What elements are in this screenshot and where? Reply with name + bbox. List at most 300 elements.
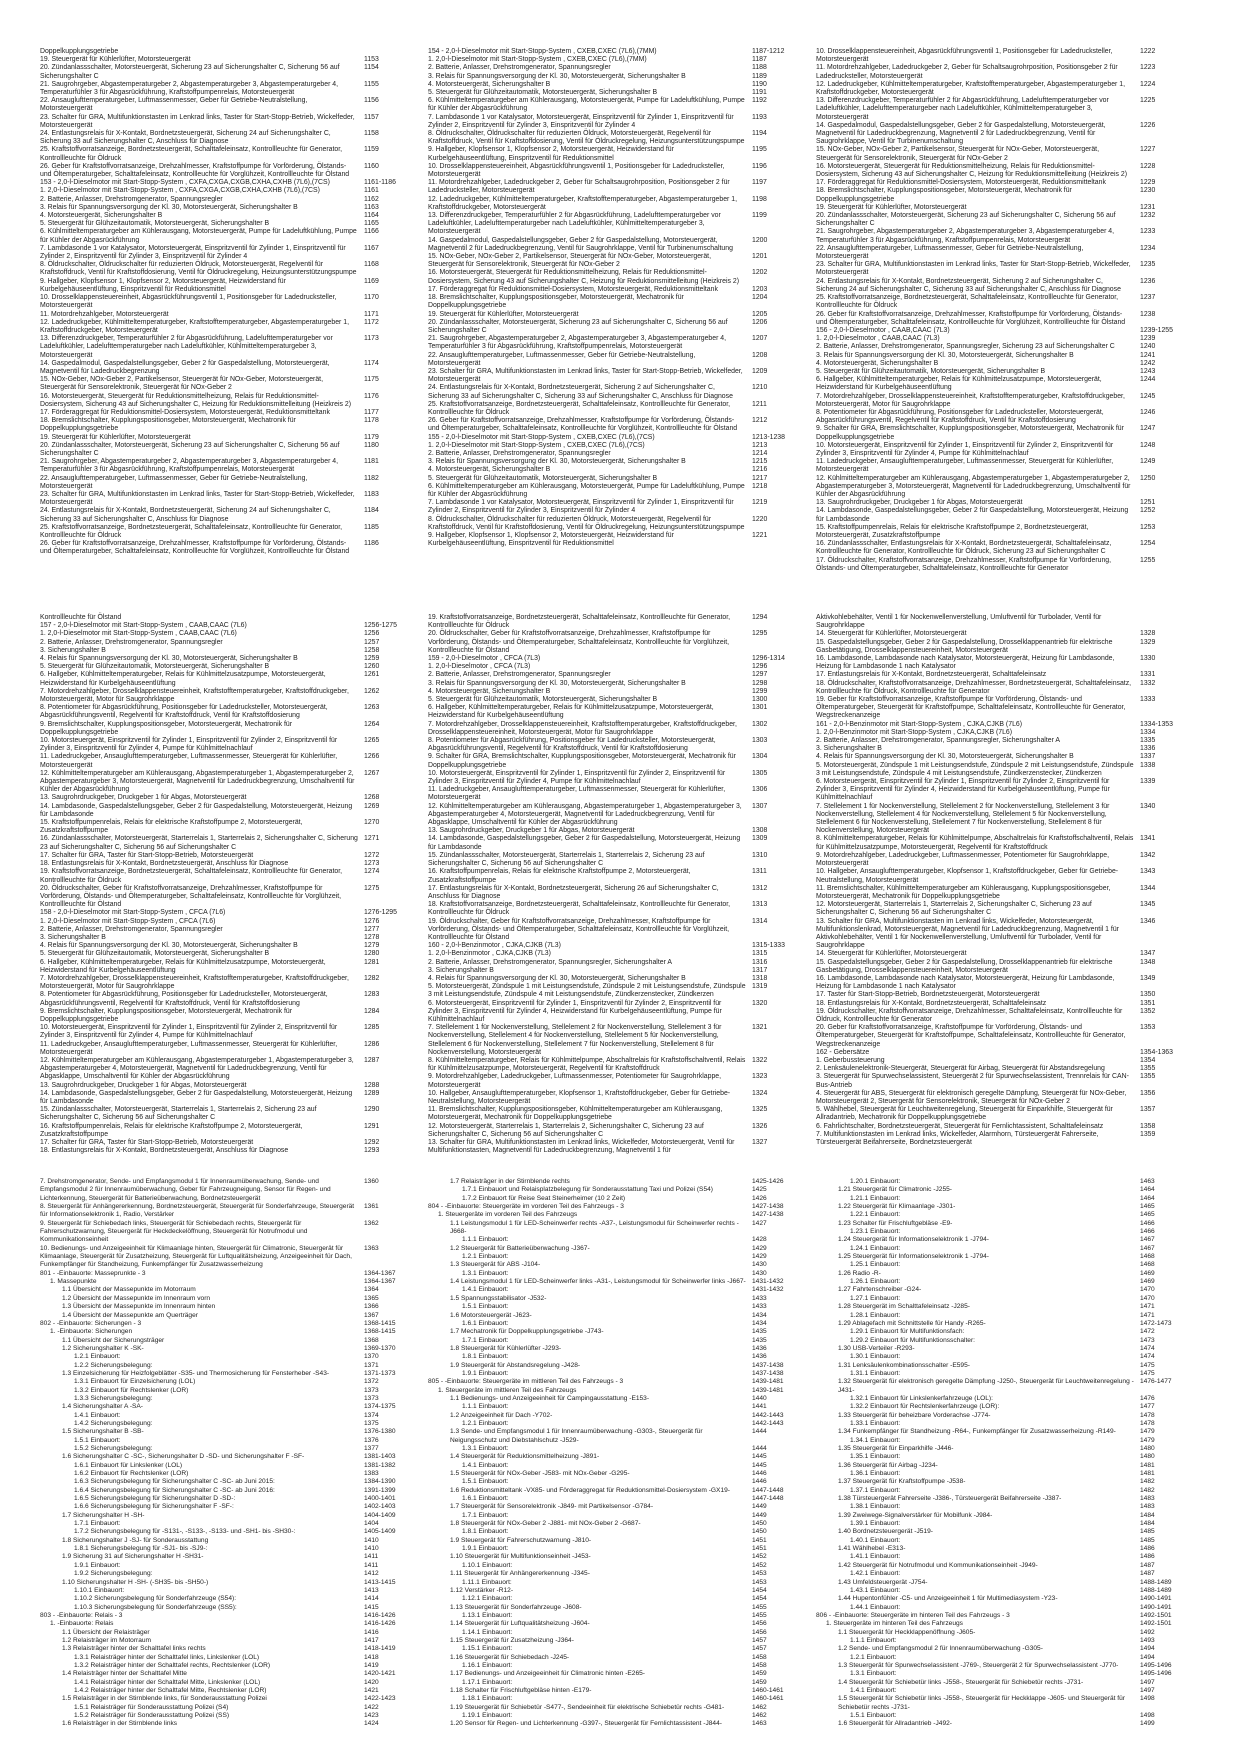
- entry-title: 6. Hallgeber, Kühlmitteltemperaturgeber, Relais für Kühlmittelzusatzpumpe, Motorsteuergerät, Heizwiderstand für Kurbelgehäuseentlüftung: [40, 958, 326, 974]
- entry-page: 1219: [752, 499, 768, 507]
- entry-title: 8. Potentiometer für Abgasrückführung, Positionsgeber für Ladedrucksteller, Motorsteuergerät, Abgasrückführungsventil, Regelventil für Kraftstoffdruck, Ventil für Kraftstoffdosierung: [816, 408, 1104, 425]
- entry-page: 1357: [1140, 1106, 1156, 1114]
- entry-page: 1294: [752, 614, 768, 621]
- index-entry: [816, 1420, 1190, 1428]
- index-entry: [40, 187, 414, 195]
- entry-title: 1.7 Sicherungshalter H -SH-: [62, 1511, 145, 1519]
- entry-title: 1.34.1 Einbauort:: [850, 1436, 901, 1444]
- index-entry: [816, 187, 1190, 203]
- entry-title: 1. Massepunkte: [50, 1278, 97, 1286]
- entry-title: 22. Ansauglufttemperaturgeber, Luftmassenmesser, Geber für Getriebe-Neutralstellung, Motorsteuergerät: [428, 351, 696, 367]
- index-entry: [40, 97, 414, 113]
- index-entry: [40, 417, 414, 433]
- entry-title: 1.11.1 Einbauort:: [462, 1578, 512, 1586]
- entry-page: 1272: [364, 851, 380, 859]
- entry-title: 1.35 Steuergerät für Einparkhilfe -J446-: [838, 1445, 954, 1452]
- entry-page: 1252: [1140, 507, 1156, 515]
- entry-title: 8. Öldruckschalter, Öldruckschalter für reduzierten Öldruck, Motorsteuergerät, Regelventil für Kraftstoffdruck, Ventil für Kraftstoffdosierung, Ventil für Öldruckregelung, Heizungsunterstützungspumpe: [428, 130, 745, 146]
- entry-title: 804 - -Einbauorte: Steuergeräte im vorderen Teil des Fahrzeugs - 3: [428, 1203, 624, 1211]
- index-column: [816, 614, 1190, 1146]
- entry-page: 1487: [1140, 1561, 1155, 1569]
- entry-title: 19. Öldruckschalter, Geber für Kraftstoffvorratsanzeige, Drehzahlmesser, Kraftstoffpumpe für Vorförderung, Ölstands- und Öltemperaturgeber, Schalttafeleinsatz, Kontrollleuchte für Vorglühzeit, Kontrollleuchte für Ölstand: [428, 917, 730, 941]
- entry-page: 1285: [364, 1024, 380, 1032]
- entry-page: 1170: [364, 294, 379, 302]
- entry-title: 1.1 Übersicht der Relaisträger: [62, 1628, 150, 1636]
- entry-title: 161 - 2,0-l-Benzinmotor mit Start-Stopp-System , CJKA,CJKB (7L6): [816, 720, 1023, 728]
- entry-title: 156 - 2,0-l-Dieselmotor , CAAB,CAAC (7L3): [816, 326, 950, 334]
- index-entry: [816, 1437, 1190, 1445]
- entry-title: 1.24 Steuergerät für Informationselektronik 1 -J794-: [838, 1236, 990, 1244]
- index-entry: [428, 458, 802, 466]
- entry-title: 3. Relais für Spannungsversorgung der Kl. 30, Motorsteuergerät, Sicherungshalter B: [428, 72, 686, 80]
- index-entry: [816, 1203, 1190, 1211]
- index-column: [40, 48, 414, 556]
- entry-title: 155 - 2,0-l-Dieselmotor mit Start-Stopp-System , CXEB,CXEC (7L6),(7CS): [428, 433, 655, 441]
- entry-title: 8. Kühlmitteltemperaturgeber, Relais für Kühlmittelpumpe, Abschaltrelais für Kraftstoffschaltventil, Relais für Kühlmittelzusatzpumpe, Motorsteuergerät, Regelventil für Kraftstoffdruck: [816, 835, 1134, 851]
- index-block-3: [40, 1178, 1190, 1744]
- index-entry: [40, 1220, 414, 1245]
- entry-page: 1463: [752, 1720, 767, 1728]
- index-entry: [428, 1512, 802, 1520]
- index-entry: [40, 1345, 414, 1353]
- entry-page: 1410: [364, 1536, 379, 1544]
- entry-page: 1375: [364, 1419, 379, 1427]
- entry-page: 1352: [1140, 1007, 1156, 1015]
- entry-title: 1.3 Übersicht der Massepunkte im Innenraum hinten: [62, 1303, 216, 1311]
- entry-page: 1475: [1140, 1361, 1155, 1369]
- index-entry: [428, 516, 802, 532]
- index-entry: [816, 1131, 1190, 1147]
- entry-page: 1242: [1140, 359, 1156, 367]
- entry-page: 1281: [364, 958, 380, 966]
- entry-page: 1192: [752, 97, 767, 105]
- index-column: [428, 48, 802, 548]
- index-entry: [428, 885, 802, 901]
- entry-page: 1373: [364, 1386, 379, 1394]
- entry-title: 1.39.1 Einbauort:: [850, 1520, 901, 1528]
- index-entry: [816, 1612, 1190, 1620]
- index-entry: [40, 1629, 414, 1637]
- entry-page: 1228: [1140, 162, 1156, 170]
- entry-title: 1.4.1 Einbauort:: [850, 1686, 897, 1694]
- entry-page: 1177: [364, 408, 379, 416]
- entry-page: 1400-1401: [364, 1495, 396, 1503]
- entry-page: 1296-1314: [752, 655, 785, 663]
- index-entry: [428, 1278, 802, 1286]
- entry-title: 1.41 Wählhebel -E313-: [838, 1545, 906, 1553]
- entry-page: 1292: [364, 1139, 380, 1146]
- entry-page: 1482: [1140, 1478, 1155, 1486]
- entry-title: 1.5.2 Sicherungsbelegung:: [74, 1445, 153, 1452]
- entry-title: 6. Motorsteuergerät, Einspritzventil für Zylinder 1, Einspritzventil für Zylinder 2, Einspritzventil für Zylinder 3, Einspritzventil für Zylinder 4, Heizwiderstand für Kurbelgehäuseentlüftung, Pumpe für Kühlmittelnachlauf: [428, 999, 722, 1023]
- index-entry: [428, 1178, 802, 1186]
- index-entry: [428, 1195, 802, 1203]
- entry-page: 1384-1390: [364, 1478, 396, 1486]
- index-entry: [428, 253, 802, 269]
- entry-title: 5. Steuergerät für Glühzeitautomatik, Motorsteuergerät, Sicherungshalter B: [428, 696, 658, 704]
- entry-page: 1312: [752, 884, 768, 892]
- entry-page: 1171: [364, 310, 379, 318]
- entry-title: 4. Motorsteuergerät, Sicherungshalter B: [40, 212, 163, 220]
- entry-title: 1.3.1 Einbauort für Einzelsicherung (LOL): [74, 1378, 196, 1386]
- entry-title: 1.6.1 Einbauort:: [462, 1495, 509, 1503]
- entry-title: 16. Lambdasonde, Lambdasonde nach Katalysator, Motorsteuergerät, Heizung für Lambdasonde, Heizung für Lambdasonde 1 nach Katalysator: [816, 974, 1115, 991]
- entry-title: 1.44.1 Einbauort:: [850, 1603, 901, 1611]
- entry-page: 1469: [1140, 1278, 1155, 1286]
- entry-title: 1.5 Sicherungshalter B -SB-: [62, 1428, 144, 1436]
- entry-title: 1.6.1 Einbauort für Linkslenker (LOL): [74, 1461, 183, 1469]
- entry-title: 1.5 Relaisträger in der Stirnblende links, für Sonderausstattung Polizei: [62, 1695, 267, 1703]
- index-entry: [816, 1487, 1190, 1495]
- entry-title: 6. Hallgeber, Kühlmitteltemperaturgeber, Relais für Kühlmittelzusatzpumpe, Motorsteuergerät, Heizwiderstand für Kurbelgehäuseentlüftung: [428, 704, 714, 720]
- entry-title: 1.3.1 Einbauort:: [850, 1670, 897, 1678]
- entry-page: 1417: [364, 1636, 379, 1644]
- entry-page: 1328: [1140, 630, 1156, 638]
- index-entry: [816, 1353, 1190, 1361]
- entry-title: 8. Potentiometer für Abgasrückführung, Positionsgeber für Ladedrucksteller, Motorsteuergerät, Abgasrückführungsventil, Regelventil für Kraftstoffdruck, Ventil für Kraftstoffdosierung: [428, 737, 716, 753]
- index-entry: [816, 639, 1190, 655]
- entry-title: 1.39 Zweiwege-Signalverstärker für Mobilfunk -J984-: [838, 1511, 993, 1519]
- entry-page: 1411: [364, 1553, 379, 1561]
- entry-page: 1276-1295: [364, 909, 397, 917]
- index-entry: [816, 122, 1190, 147]
- entry-title: 1.22.1 Einbauort:: [850, 1211, 901, 1219]
- entry-title: 9. Motordrehzahlgeber, Ladedruckgeber, Luftmassenmesser, Potentiometer für Saugrohrklappe, Motorsteuergerät: [428, 1073, 722, 1089]
- index-entry: [40, 1328, 414, 1336]
- entry-page: 1376-1380: [364, 1428, 396, 1436]
- entry-title: 19. Kraftstoffvorratsanzeige, Bordnetzsteuergerät, Schalttafeleinsatz, Kontrollleuchte für Generator, Kontrollleuchte für Öldruck: [428, 614, 731, 630]
- index-entry: [428, 417, 802, 433]
- entry-title: 25. Kraftstoffvorratsanzeige, Bordnetzsteuergerät, Schalttafeleinsatz, Kontrollleuchte für Generator, Kontrollleuchte für Öldruck: [428, 400, 731, 416]
- index-entry: [428, 237, 802, 253]
- entry-page: 1490-1491: [1140, 1595, 1172, 1603]
- entry-page: 1492-1501: [1140, 1620, 1172, 1628]
- entry-page: 1368-1415: [364, 1319, 396, 1327]
- entry-title: 5. Steuergerät für Glühzeitautomatik, Motorsteuergerät, Sicherungshalter B: [428, 474, 658, 482]
- index-entry: [40, 360, 414, 376]
- index-entry: [428, 786, 802, 802]
- entry-title: 1.14 Steuergerät für Luftqualitätsheizung -J604-: [450, 1620, 590, 1628]
- entry-page: 1195: [752, 146, 767, 154]
- entry-page: 1308: [752, 827, 768, 835]
- entry-title: 14. Lambdasonde, Gaspedalstellungsgeber, Geber 2 für Gaspedalstellung, Motorsteuergerät, Heizung für Lambdasonde: [40, 802, 353, 818]
- index-entry: [40, 934, 414, 942]
- entry-title: 21. Saugrohrgeber, Abgastemperaturgeber 2, Abgastemperaturgeber 3, Abgastemperaturgeber 4, Temperaturfühler 3 für Abgasrückführung, Kraftstoffpumpenrelais, Motorsteuergerät: [428, 335, 727, 351]
- entry-page: 1492-1501: [1140, 1611, 1172, 1619]
- index-entry: [40, 376, 414, 392]
- index-entry: [40, 1082, 414, 1090]
- entry-page: 1466: [1140, 1228, 1155, 1236]
- index-entry: [816, 1328, 1190, 1336]
- index-entry: [40, 1478, 414, 1486]
- entry-page: 1278: [364, 933, 380, 941]
- index-entry: [40, 409, 414, 417]
- index-entry: [428, 983, 802, 999]
- index-entry: [428, 532, 802, 548]
- entry-page: 1474: [1140, 1344, 1155, 1352]
- entry-title: 1.4.1 Einbauort:: [74, 1411, 121, 1419]
- entry-title: 1.32.2 Einbauort für Rechtslenkerfahrzeuge (LOR):: [850, 1403, 1000, 1411]
- index-entry: [816, 1428, 1190, 1436]
- entry-title: 11. Motordrehzahlgeber, Ladedruckgeber 2, Geber für Schaltsaugrohrposition, Positionsgeber 2 für Ladedrucksteller, Motorsteuergerät: [816, 64, 1118, 80]
- index-entry: [428, 1245, 802, 1253]
- entry-title: 1.8.1 Sicherungsbelegung für -SJ1- bis -SJ9-:: [74, 1545, 208, 1553]
- entry-title: 1.3.1 Einbauort:: [462, 1269, 509, 1277]
- entry-page: 1345: [1140, 901, 1156, 909]
- entry-title: 1.26 Radio -R-: [838, 1269, 881, 1277]
- entry-title: 1.30.1 Einbauort:: [850, 1353, 901, 1361]
- index-entry: [428, 1073, 802, 1089]
- index-entry: [40, 1147, 414, 1155]
- entry-title: 1.6.3 Sicherungsbelegung für Sicherungshalter C -SC- ab Juni 2015:: [74, 1478, 275, 1486]
- entry-page: 1363: [364, 1244, 379, 1252]
- entry-page: 1350: [1140, 991, 1156, 999]
- entry-title: 7. Lambdasonde 1 vor Katalysator, Motorsteuergerät, Einspritzventil für Zylinder 1, Einspritzventil für Zylinder 2, Einspritzventil für Zylinder 3, Einspritzventil für Zylinder 4: [40, 244, 346, 261]
- entry-page: 1498: [1140, 1695, 1155, 1703]
- entry-page: 1413-1415: [364, 1578, 396, 1586]
- entry-page: 1342: [1140, 851, 1156, 859]
- entry-page: 1479: [1140, 1436, 1155, 1444]
- entry-page: 1320: [752, 999, 768, 1007]
- index-entry: [40, 1470, 414, 1478]
- index-entry: [816, 1320, 1190, 1328]
- index-entry: [816, 507, 1190, 523]
- entry-title: 6. Kühlmitteltemperaturgeber am Kühlerausgang, Motorsteuergerät, Pumpe für Ladeluftkühlung, Pumpe für Kühler der Abgasrückführung: [40, 228, 357, 244]
- entry-title: 1.5.1 Einbauort:: [462, 1478, 509, 1486]
- entry-page: 1206: [752, 318, 768, 326]
- index-entry: [40, 909, 414, 917]
- entry-page: 1343: [1140, 868, 1156, 876]
- index-entry: [816, 1470, 1190, 1478]
- entry-page: 1283: [364, 991, 380, 999]
- index-entry: [816, 1286, 1190, 1294]
- index-entry: [816, 393, 1190, 409]
- index-entry: [816, 975, 1190, 991]
- entry-title: 1.3.2 Relaisträger hinter der Schalttafel rechts, Rechtslenker (LOR): [74, 1661, 271, 1669]
- index-entry: [816, 278, 1190, 294]
- index-entry: [428, 1057, 802, 1073]
- entry-page: 1458: [752, 1661, 767, 1669]
- entry-title: 7. Stellelement 1 für Nockenverstellung, Stellelement 2 für Nockenverstellung, Stellelement 3 für Nockenverstellung, Stellelement 4 für Nockenverstellung, Stellelement 5 für Nockenverstellung, Stellelement 6 für Nockenverstellung, Stellelement 7 für Nockenverstellung, Stellelement 8 für Nockenverstellung, Motorsteuergerät: [816, 802, 1110, 835]
- index-entry: [40, 1670, 414, 1678]
- index-entry: [428, 1337, 802, 1345]
- index-entry: [40, 1370, 414, 1378]
- entry-title: 12. Kühlmitteltemperaturgeber am Kühlerausgang, Abgastemperaturgeber 1, Abgastemperaturgeber 3, Abgastemperaturgeber 4, Motorsteuergerät, Magnetventil für Ladedruckbegrenzung, Ventil für Abgasklappe, Umschaltventil für Kühler der Abgasrückführung: [40, 1056, 354, 1081]
- entry-page: 1282: [364, 974, 380, 982]
- entry-title: 8. Öldruckschalter, Öldruckschalter für reduzierten Öldruck, Motorsteuergerät, Regelventil für Kraftstoffdruck, Ventil für Kraftstoffdosierung, Ventil für Öldruckregelung, Heizungsunterstützungspumpe: [40, 261, 357, 277]
- index-entry: [816, 1278, 1190, 1286]
- entry-title: 1.44 Hupentonfühler -C5- und Anzeigeeinheit 1 für Multimediasystem -Y23-: [838, 1595, 1058, 1603]
- entry-title: 20. Geber für Kraftstoffvorratsanzeige, Kraftstoffpumpe für Vorförderung, Ölstands- und Öltemperaturgeber, Steuergerät für Kraftstoffpumpe, Schalttafeleinsatz, Kontrollleuchte für Generator, Wegstreckenanzeige: [816, 1024, 1126, 1048]
- entry-page: 1413: [364, 1586, 379, 1594]
- index-entry: [428, 352, 802, 368]
- entry-page: 1420-1421: [364, 1670, 396, 1678]
- entry-title: 22. Ansauglufttemperaturgeber, Luftmassenmesser, Geber für Getriebe-Neutralstellung, Motorsteuergerät: [40, 97, 308, 113]
- entry-page: 1435: [752, 1336, 767, 1344]
- index-entry: [40, 335, 414, 360]
- entry-title: 1.42 Steuergerät für Notrufmodul und Kommunikationseinheit -J949-: [838, 1561, 1038, 1569]
- entry-page: 1360: [364, 1178, 379, 1185]
- entry-title: 1.30 USB-Verteiler -R293-: [838, 1344, 915, 1352]
- index-entry: [428, 1353, 802, 1361]
- index-entry: [40, 1503, 414, 1511]
- entry-title: 1. -Einbauorte: Relais: [50, 1620, 114, 1628]
- entry-title: 7. Multifunktionstasten im Lenkrad links, Wickelfeder, Alarmhorn, Türsteuergerät Fahrerseite, Türsteuergerät Beifahrerseite, Bordnetzsteuergerät: [816, 1130, 1099, 1146]
- entry-page: 1331: [1140, 671, 1156, 679]
- index-entry: [40, 1320, 414, 1328]
- entry-page: 1259: [364, 655, 380, 663]
- entry-title: 10. Drosselklappensteuereinheit, Abgasrückführungsventil 1, Positionsgeber für Ladedrucksteller, Motorsteuergerät: [816, 48, 1113, 64]
- entry-page: 1301: [752, 704, 768, 712]
- entry-page: 1464: [1140, 1186, 1155, 1194]
- entry-title: 1.6.4 Sicherungsbelegung für Sicherungshalter C -SC- ab Juni 2016:: [74, 1486, 275, 1494]
- index-entry: [40, 1453, 414, 1461]
- entry-title: 9. Bremslichtschalter, Kupplungspositionsgeber, Motorsteuergerät, Mechatronik für Doppelkupplungsgetriebe: [40, 720, 293, 736]
- index-entry: [428, 1312, 802, 1320]
- index-entry: [428, 1328, 802, 1336]
- entry-page: 1290: [364, 1106, 380, 1114]
- entry-page: 1209: [752, 367, 768, 375]
- entry-title: 11. Ladedruckgeber, Ansauglufttemperaturgeber, Luftmassenmesser, Steuergerät für Kühlerlüfter, Motorsteuergerät: [428, 786, 726, 802]
- entry-title: 9. Hallgeber, Klopfsensor 1, Klopfsensor 2, Motorsteuergerät, Heizwiderstand für Kurbelgehäuseentlüftung, Einspritzventil für Reduktionsmittel: [428, 146, 674, 162]
- index-entry: [40, 885, 414, 910]
- index-entry: [816, 1695, 1190, 1712]
- index-entry: [40, 1595, 414, 1603]
- index-entry: [40, 647, 414, 655]
- index-entry: [40, 1403, 414, 1411]
- index-entry: [40, 1612, 414, 1620]
- entry-page: 1236: [1140, 277, 1156, 285]
- entry-title: 2. Batterie, Anlasser, Drehstromgenerator, Spannungsregler, Sicherung 23 auf Sicherungshalter C: [816, 343, 1115, 351]
- index-entry: [428, 1595, 802, 1603]
- index-entry: [40, 950, 414, 958]
- entry-page: 1346: [1140, 917, 1156, 925]
- index-entry: [40, 1579, 414, 1587]
- index-entry: [40, 926, 414, 934]
- entry-page: 1250: [1140, 474, 1156, 482]
- index-entry: [40, 1545, 414, 1553]
- index-entry: [816, 179, 1190, 187]
- entry-page: 1404-1409: [364, 1511, 396, 1519]
- entry-page: 1459: [752, 1670, 767, 1678]
- entry-title: 1.4.1 Relaisträger hinter der Schalttafel Mitte, Linkslenker (LOL): [74, 1678, 261, 1686]
- entry-page: 1474: [1140, 1353, 1155, 1361]
- index-entry: [816, 1412, 1190, 1420]
- entry-title: 1. 2,0-l-Benzinmotor , CJKA,CJKB (7L3): [428, 950, 551, 958]
- entry-title: 17. Förderaggregat für Reduktionsmittel-Dosiersystem, Motorsteuergerät, Reduktionsmitteltank: [40, 408, 330, 416]
- index-entry: [428, 753, 802, 769]
- entry-title: 1.6 Steuergerät für Allradantrieb -J492-: [838, 1720, 952, 1728]
- entry-page: 1169: [364, 277, 379, 285]
- entry-title: 1.4 Steuergerät für Reduktionsmittelheizung -J891-: [450, 1453, 600, 1461]
- entry-page: 1439-1481: [752, 1386, 784, 1394]
- entry-page: 1269: [364, 802, 380, 810]
- entry-title: 1.5.1 Einbauort:: [74, 1436, 121, 1444]
- entry-title: 1. Steuergeräte im mittleren Teil des Fahrzeugs: [438, 1386, 577, 1394]
- index-entry: [428, 959, 802, 967]
- entry-title: 24. Entlastungsrelais für X-Kontakt, Bordnetzsteuergerät, Sicherung 24 auf Sicherungshalter C, Sicherung 33 auf Sicherungshalter C, Anschluss für Diagnose: [40, 130, 331, 146]
- entry-title: 5. Steuergerät für Glühzeitautomatik, Motorsteuergerät, Sicherungshalter B: [40, 663, 270, 671]
- index-entry: [816, 852, 1190, 868]
- entry-title: 1.2.1 Einbauort:: [462, 1419, 509, 1427]
- entry-page: 1488-1489: [1140, 1578, 1172, 1586]
- entry-page: 1427-1438: [752, 1203, 784, 1211]
- index-entry: [428, 1487, 802, 1495]
- entry-page: 1494: [1140, 1653, 1155, 1661]
- entry-page: 1193: [752, 113, 767, 121]
- entry-page: 1368-1415: [364, 1328, 396, 1336]
- index-entry: [40, 819, 414, 835]
- entry-title: 1.4 Übersicht der Massepunkte am Querträger: [62, 1311, 198, 1319]
- entry-title: 1.6.6 Sicherungsbelegung für Sicherungshalter F -SF-:: [74, 1503, 234, 1511]
- index-entry: [428, 311, 802, 319]
- index-entry: [816, 1528, 1190, 1536]
- entry-title: 1.5 Steuergerät für Schiebetür links -J558-, Steuergerät für Heckklappe -J605- und Steuergerät für Schiebetür rechts -J731-: [838, 1695, 1125, 1711]
- index-entry: [816, 1712, 1190, 1720]
- index-entry: [816, 475, 1190, 500]
- entry-title: 6. Motorsteuergerät, Einspritzventil für Zylinder 1, Einspritzventil für Zylinder 2, Einspritzventil für Zylinder 3, Einspritzventil für Zylinder 4, Heizwiderstand für Kurbelgehäuseentlüftung, Pumpe für Kühlmittelnachlauf: [816, 778, 1110, 802]
- index-entry: [40, 146, 414, 162]
- entry-page: 1476: [1140, 1394, 1155, 1402]
- entry-page: 1355: [1140, 1073, 1156, 1081]
- entry-title: 1.2 Sicherungshalter K -SK-: [62, 1344, 144, 1352]
- entry-page: 1182: [364, 474, 379, 482]
- index-entry: [816, 1545, 1190, 1553]
- index-entry: [428, 704, 802, 720]
- entry-title: 2. Batterie, Anlasser, Drehstromgenerator, Spannungsregler: [40, 638, 223, 646]
- entry-page: 1452: [752, 1561, 767, 1569]
- entry-page: 1436: [752, 1344, 767, 1352]
- index-entry: [816, 245, 1190, 261]
- index-entry: [428, 384, 802, 400]
- entry-title: 18. Entlastungsrelais für X-Kontakt, Bordnetzsteuergerät, Anschluss für Diagnose: [40, 860, 289, 868]
- index-entry: [816, 294, 1190, 310]
- entry-page: 1311: [752, 868, 767, 876]
- index-entry: [428, 1123, 802, 1139]
- entry-title: 19. Öldruckschalter, Kraftstoffvorratsanzeige, Drehzahlmesser, Schalttafeleinsatz, Kontrollleuchte für Öldruck, Kontrollleuchte für Generator: [816, 1007, 1123, 1023]
- index-entry: [816, 1720, 1190, 1728]
- entry-title: 2. Batterie, Anlasser, Drehstromgenerator, Spannungsregler: [428, 64, 611, 72]
- entry-page: 1162: [364, 195, 379, 203]
- entry-page: 1239-1255: [1140, 326, 1173, 334]
- index-entry: [428, 975, 802, 983]
- index-entry: [428, 721, 802, 737]
- entry-page: 1391-1399: [364, 1486, 396, 1494]
- index-entry: [40, 1123, 414, 1139]
- index-entry: [816, 1295, 1190, 1303]
- entry-title: 1.33.1 Einbauort:: [850, 1419, 901, 1427]
- entry-title: 10. Hallgeber, Ansauglufttemperaturgeber, Klopfsensor 1, Kraftstoffdruckgeber, Geber für Getriebe-Neutralstellung, Motorsteuergerät: [428, 1089, 731, 1105]
- entry-title: 1.5.2 Relaisträger für Sonderausstattung Polizei (SS): [74, 1712, 230, 1719]
- entry-title: 1.14.1 Einbauort:: [462, 1628, 513, 1636]
- entry-title: 1.4.2 Sicherungsbelegung:: [74, 1419, 153, 1427]
- index-entry: [816, 1008, 1190, 1024]
- entry-title: 14. Lambdasonde, Gaspedalstellungsgeber, Geber 2 für Gaspedalstellung, Motorsteuergerät, Heizung für Lambdasonde: [816, 507, 1129, 523]
- entry-page: 1166: [364, 228, 379, 236]
- entry-page: 1477: [1140, 1403, 1155, 1411]
- entry-page: 1227: [1140, 146, 1156, 154]
- entry-page: 1288: [364, 1081, 380, 1089]
- entry-title: 1.15.1 Einbauort:: [462, 1645, 513, 1653]
- index-entry: [428, 89, 802, 97]
- entry-page: 1449: [752, 1511, 767, 1519]
- entry-page: 1354: [1140, 1056, 1156, 1064]
- entry-title: 13. Schalter für GRA, Multifunktionstasten im Lenkrad links, Wickelfeder, Motorsteuergerät, Ventil für Multifunktionstasten, Magnetventil für Ladedruckbegrenzung, Magnetventil 1 für: [428, 1139, 735, 1155]
- index-entry: [40, 1562, 414, 1570]
- entry-title: 10. Motorsteuergerät, Einspritzventil für Zylinder 1, Einspritzventil für Zylinder 2, Einspritzventil für Zylinder 3, Einspritzventil für Zylinder 4, Pumpe für Kühlmittelnachlauf: [816, 441, 1114, 457]
- index-entry: [40, 1295, 414, 1303]
- index-entry: [40, 278, 414, 294]
